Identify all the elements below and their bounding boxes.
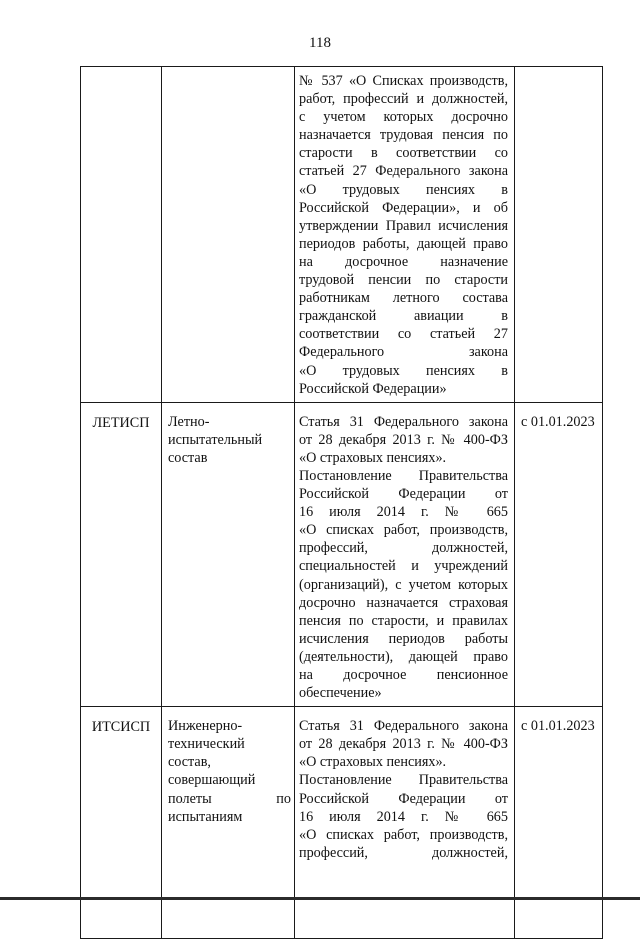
text-line: (организаций), с учетом которых <box>299 576 508 593</box>
table-row <box>81 707 603 939</box>
text-line: досрочно назначается страховая <box>299 594 508 611</box>
text-line: периодов работы, дающей право <box>299 235 508 252</box>
text-line: специальностей и учреждений <box>299 558 508 575</box>
code-cell <box>81 67 162 403</box>
text-line: «О страховых пенсиях». <box>299 449 447 466</box>
text-line: с учетом которых досрочно <box>299 109 508 126</box>
text-line: на досрочное назначение <box>299 253 508 270</box>
basis-cell <box>295 402 515 707</box>
name-cell <box>162 67 295 403</box>
text-line: Российской Федерации» <box>299 380 447 397</box>
text-line: испытательный <box>168 431 263 448</box>
text-line: «О списках работ, производств, <box>299 826 508 843</box>
text-line: 16 июля 2014 г. № 665 <box>299 808 508 825</box>
text-line: «О страховых пенсиях». <box>299 754 447 771</box>
text-line: соответствии со статьей 27 <box>299 326 508 343</box>
text-line: назначается трудовая пенсия по <box>299 127 508 144</box>
text-line: утверждении Правил исчисления <box>299 217 508 234</box>
name-cell <box>162 402 295 707</box>
text-line: Российской Федерации от <box>299 790 508 807</box>
text-line: исчисления периодов работы <box>299 630 508 647</box>
text-line: обеспечение» <box>299 685 382 702</box>
basis-cell <box>295 707 515 939</box>
text-line: состав <box>168 449 208 466</box>
text-line: от 28 декабря 2013 г. № 400-ФЗ <box>299 431 508 448</box>
text-line: трудовой пенсии по старости <box>299 272 508 289</box>
date-cell: с 01.01.2023 <box>515 402 603 707</box>
text-line: Постановление Правительства <box>299 772 508 789</box>
text-line: Российской Федерации», и об <box>299 199 508 216</box>
text-line: технический состав, <box>168 736 245 771</box>
table-row <box>81 67 603 403</box>
text-line: № 537 «О Списках производств, <box>299 73 508 89</box>
text-line: полеты по <box>168 790 291 807</box>
text-line: Статья 31 Федерального закона <box>299 718 508 735</box>
table-row <box>81 402 603 707</box>
text-line: Федерального закона <box>299 344 508 361</box>
code-cell: ИТСИСП <box>81 707 162 939</box>
text-line: работ, профессий и должностей, <box>299 91 508 108</box>
text-line: «О трудовых пенсиях в <box>299 181 508 198</box>
text-line: статьей 27 Федерального закона <box>299 163 508 180</box>
basis-cell <box>295 67 515 403</box>
date-cell: с 01.01.2023 <box>515 707 603 939</box>
text-line: «О трудовых пенсиях в <box>299 362 508 379</box>
text-line: Инженерно- <box>168 718 243 735</box>
text-line: (деятельности), дающей право <box>299 648 508 665</box>
text-line: на досрочное пенсионное <box>299 667 508 683</box>
text-line: профессий, должностей, <box>299 844 508 861</box>
text-line: старости в соответствии со <box>299 145 508 162</box>
date-cell <box>515 67 603 403</box>
text-line: 16 июля 2014 г. № 665 <box>299 504 508 521</box>
name-cell <box>162 707 295 939</box>
text-line: «О списках работ, производств, <box>299 522 508 539</box>
text-line: Российской Федерации от <box>299 486 508 503</box>
text-line: гражданской авиации в <box>299 308 508 325</box>
code-cell: ЛЕТИСП <box>81 402 162 707</box>
text-line: испытаниям <box>168 808 243 825</box>
text-line: профессий, должностей, <box>299 540 508 557</box>
scan-edge-line <box>0 897 640 900</box>
text-line: совершающий <box>168 772 256 789</box>
text-line: Летно- <box>168 413 210 430</box>
text-line: от 28 декабря 2013 г. № 400-ФЗ <box>299 736 508 753</box>
text-line: пенсия по старости, и правилах <box>299 612 508 629</box>
text-line: Постановление Правительства <box>299 467 508 484</box>
text-line: Статья 31 Федерального закона <box>299 413 508 430</box>
page-number: 118 <box>309 35 331 51</box>
document-table <box>80 66 603 939</box>
text-line: работникам летного состава <box>299 290 508 307</box>
